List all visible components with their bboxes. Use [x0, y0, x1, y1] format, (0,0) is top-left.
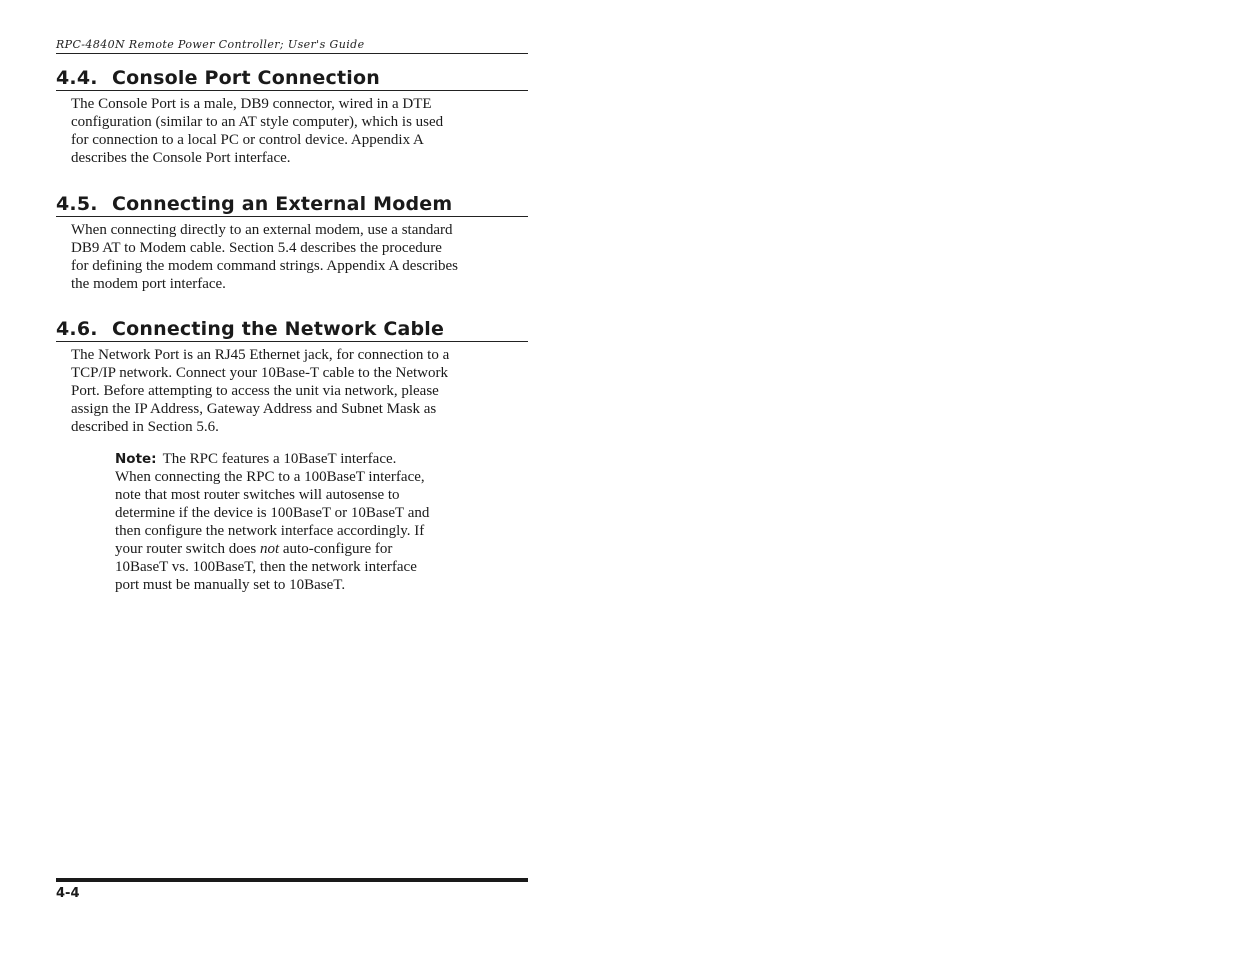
body-line: describes the Console Port interface. — [71, 150, 291, 166]
section-body — [71, 221, 527, 293]
note-label: Note: — [115, 451, 157, 467]
body-line: for connection to a local PC or control device. Appendix A — [71, 132, 424, 148]
section-heading — [56, 193, 528, 217]
body-line: DB9 AT to Modem cable. Section 5.4 describes the procedure — [71, 240, 442, 256]
note-text: The RPC features a 10BaseT interface. — [162, 451, 397, 467]
section-heading — [56, 67, 528, 91]
note-line: determine if the device is 100BaseT or 10BaseT and — [115, 505, 430, 521]
body-line: TCP/IP network. Connect your 10Base-T cable to the Network — [71, 365, 449, 381]
body-line: When connecting directly to an external modem, use a standard — [71, 222, 453, 238]
body-line: Port. Before attempting to access the unit via network, please — [71, 383, 439, 399]
section-number: 4.5. — [56, 193, 98, 215]
section-number: 4.4. — [56, 67, 98, 89]
page-number: 4-4 — [56, 886, 80, 901]
note-line — [115, 450, 495, 468]
note-text: your router switch does — [115, 541, 260, 557]
section-body — [71, 346, 527, 436]
note-line: port must be manually set to 10BaseT. — [115, 577, 346, 593]
body-line: the modem port interface. — [71, 276, 226, 292]
note-block — [115, 450, 495, 594]
section-title: Connecting the Network Cable — [112, 318, 445, 340]
section-4-6 — [56, 318, 528, 436]
footer-rule — [56, 878, 528, 882]
section-body — [71, 95, 527, 167]
body-line: configuration (similar to an AT style computer), which is used — [71, 114, 444, 130]
document-page — [56, 0, 528, 954]
body-line: assign the IP Address, Gateway Address and Subnet Mask as — [71, 401, 437, 417]
body-line: for defining the modem command strings. Appendix A describes — [71, 258, 459, 274]
body-line: described in Section 5.6. — [71, 419, 219, 435]
section-heading — [56, 318, 528, 342]
body-line: The Console Port is a male, DB9 connector, wired in a DTE — [71, 96, 432, 112]
section-4-4 — [56, 67, 528, 167]
section-title: Connecting an External Modem — [112, 193, 453, 215]
note-line: then configure the network interface accordingly. If — [115, 523, 425, 539]
section-title: Console Port Connection — [112, 67, 380, 89]
note-text: auto-configure for — [279, 541, 393, 557]
section-number: 4.6. — [56, 318, 98, 340]
section-4-5 — [56, 193, 528, 293]
note-emphasis: not — [259, 541, 280, 557]
note-line — [115, 540, 495, 558]
running-header: RPC-4840N Remote Power Controller; User's Guide — [56, 38, 528, 54]
body-line: The Network Port is an RJ45 Ethernet jack, for connection to a — [71, 347, 450, 363]
note-line: note that most router switches will autosense to — [115, 487, 400, 503]
note-line: When connecting the RPC to a 100BaseT interface, — [115, 469, 425, 485]
note-line: 10BaseT vs. 100BaseT, then the network interface — [115, 559, 417, 575]
